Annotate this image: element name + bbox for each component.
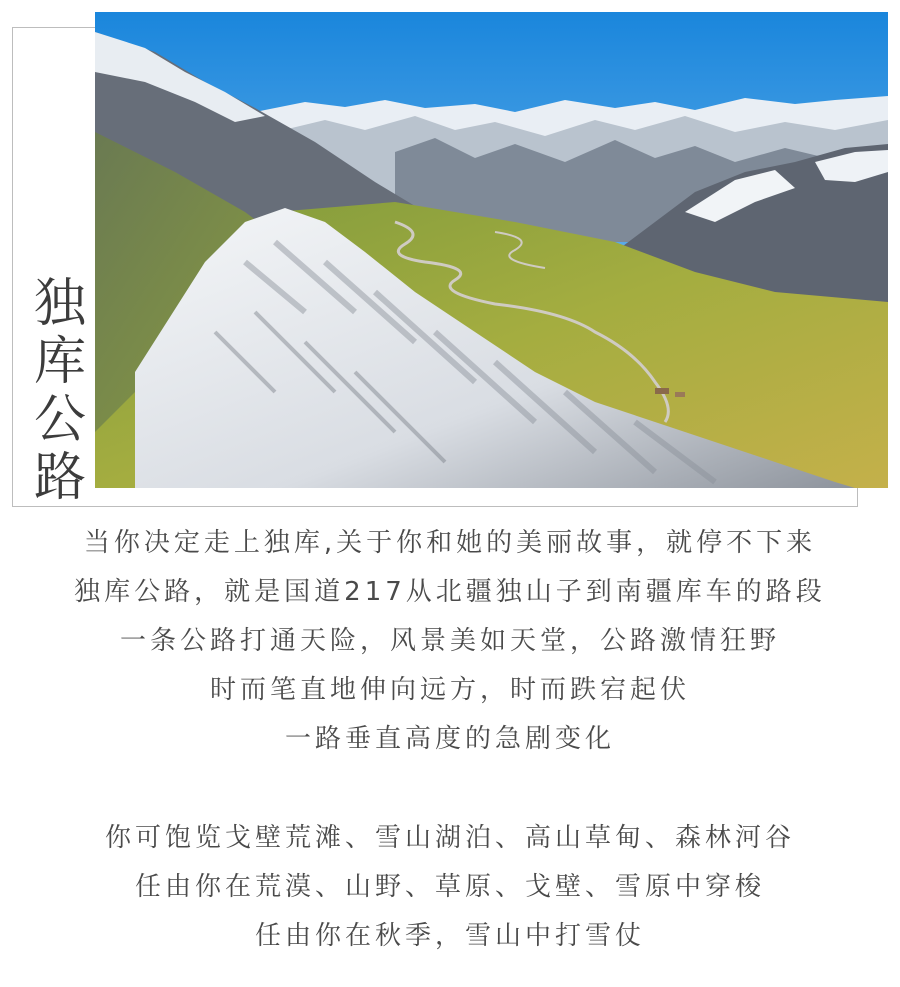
body-text [0, 519, 900, 961]
text-line: 时而笔直地伸向远方，时而跌宕起伏 [209, 675, 690, 705]
text-line: 任由你在秋季，雪山中打雪仗 [254, 921, 645, 951]
title-char: 库 [33, 332, 86, 392]
text-line: 任由你在荒漠、山野、草原、戈壁、雪原中穿梭 [134, 872, 765, 902]
title-char: 独 [33, 274, 86, 334]
text-line: 独库公路，就是国道217从北疆独山子到南疆库车的路段 [74, 577, 826, 607]
title-char: 公 [33, 390, 86, 450]
paragraph-gap [0, 764, 900, 814]
text-line: 一条公路打通天险，风景美如天堂，公路激情狂野 [119, 626, 780, 656]
vertical-title [30, 275, 90, 507]
text-line: 你可饱览戈壁荒滩、雪山湖泊、高山草甸、森林河谷 [104, 823, 795, 853]
title-char: 路 [33, 448, 86, 508]
text-line: 一路垂直高度的急剧变化 [284, 724, 615, 754]
text-line: 当你决定走上独库,关于你和她的美丽故事，就停不下来 [83, 528, 817, 558]
mountain-landscape-photo [95, 12, 888, 488]
